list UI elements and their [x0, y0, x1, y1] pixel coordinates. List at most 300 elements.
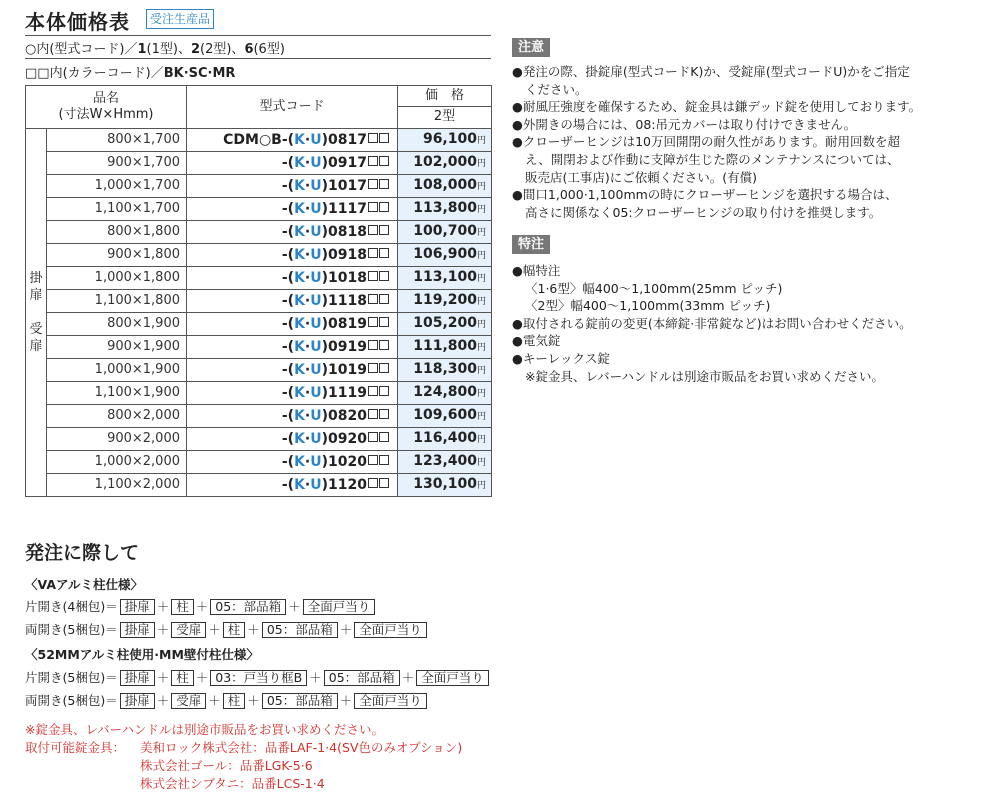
yen-unit: 円 — [476, 434, 486, 445]
code-u: U — [310, 292, 322, 309]
code-paren: ( — [287, 200, 295, 217]
plus-sign: ＋ — [208, 693, 221, 708]
order-part: 全面戸当り — [354, 622, 427, 638]
row-size: 1,100×2,000 — [47, 473, 187, 496]
note-line: 販売店(工事店)にご依頼ください。(有償) — [525, 169, 758, 185]
code-paren: ) — [321, 131, 329, 148]
code-prefix: - — [281, 154, 288, 171]
color-code-box — [379, 340, 389, 350]
code-dot: · — [304, 453, 311, 470]
code-number: 1119 — [328, 384, 367, 401]
row-model-code — [187, 404, 398, 427]
special-heading: 特注 — [512, 235, 550, 254]
note-line: ●耐風圧強度を確保するため、錠金具は鎌デッド錠を使用しております。 — [512, 99, 922, 115]
code-u: U — [310, 315, 322, 332]
code-u: U — [310, 200, 322, 217]
yen-unit: 円 — [476, 250, 486, 261]
color-code-line — [25, 62, 235, 81]
color-code-box — [368, 271, 378, 281]
row-model-code — [187, 128, 398, 151]
price-value: 124,800 — [413, 383, 477, 400]
code-k: K — [294, 246, 305, 263]
code-paren: ) — [321, 292, 329, 309]
code-dot: · — [304, 292, 311, 309]
info-bold: 6 — [244, 42, 254, 57]
row-size: 1,100×1,900 — [47, 381, 187, 404]
code-paren: ) — [321, 315, 329, 332]
code-u: U — [310, 223, 322, 240]
row-size: 900×1,700 — [47, 151, 187, 174]
code-paren: ) — [321, 407, 329, 424]
order-part: 柱 — [171, 670, 194, 686]
price-value: 109,600 — [413, 406, 477, 423]
code-paren: ) — [321, 269, 329, 286]
code-prefix: - — [281, 384, 288, 401]
code-prefix: - — [281, 361, 288, 378]
color-code-box — [379, 133, 389, 143]
code-paren: ( — [287, 292, 295, 309]
row-model-code — [187, 220, 398, 243]
order-part: 柱 — [223, 693, 246, 709]
order-part: 05：部品箱 — [210, 599, 286, 615]
table-row — [26, 151, 492, 174]
row-size: 900×2,000 — [47, 427, 187, 450]
row-size: 1,000×1,700 — [47, 174, 187, 197]
va-spec-title: 〈VAアルミ柱仕様〉 — [25, 577, 144, 592]
color-code-box — [368, 294, 378, 304]
color-code-box — [368, 386, 378, 396]
row-size: 1,000×1,800 — [47, 266, 187, 289]
code-u: U — [310, 407, 322, 424]
price-value: 113,100 — [413, 268, 477, 285]
row-size: 800×1,700 — [47, 128, 187, 151]
color-code-box — [379, 409, 389, 419]
order-part: 全面戸当り — [354, 693, 427, 709]
header-price: 価 格 — [398, 86, 492, 107]
color-code-box — [368, 133, 378, 143]
note-line: ●電気錠 — [512, 333, 561, 349]
row-model-code — [187, 335, 398, 358]
plus-sign: ＋ — [309, 670, 322, 685]
mm-single-row — [25, 668, 491, 686]
code-number: 0919 — [328, 338, 367, 355]
color-code-box — [379, 156, 389, 166]
code-number: 0920 — [328, 430, 367, 447]
plus-sign: ＋ — [195, 670, 209, 685]
group-char: 掛 — [29, 270, 43, 286]
page-title: 本体価格表 — [25, 10, 130, 34]
code-k: K — [294, 476, 305, 493]
code-paren: ) — [321, 476, 329, 493]
note-line: ●キーレックス錠 — [512, 350, 610, 366]
notes-list — [512, 63, 972, 221]
note-line: 高さに関係なく05:クローザーヒンジの取り付けを推奨します。 — [525, 204, 882, 220]
code-paren: ) — [321, 177, 329, 194]
code-u: U — [310, 154, 322, 171]
row-price — [398, 473, 492, 496]
code-prefix: CDM○B- — [223, 131, 288, 148]
yen-unit: 円 — [476, 411, 486, 422]
info-text: □□内(カラーコード)／ — [25, 66, 164, 81]
divider — [25, 35, 491, 36]
header-name: 品名 — [92, 90, 119, 106]
code-dot: · — [304, 269, 311, 286]
note-line: ●間口1,000·1,100mmの時にクローザーヒンジを選択する場合は、 — [512, 187, 898, 203]
code-prefix: - — [281, 407, 288, 424]
code-number: 0817 — [328, 131, 367, 148]
price-value: 130,100 — [413, 475, 477, 492]
table-row — [26, 335, 492, 358]
order-part: 掛扉 — [120, 670, 155, 686]
code-number: 0918 — [328, 246, 367, 263]
row-price — [398, 335, 492, 358]
code-dot: · — [304, 154, 311, 171]
code-dot: · — [304, 200, 311, 217]
price-value: 113,800 — [413, 199, 477, 216]
order-part: 05：部品箱 — [324, 670, 400, 686]
row-price — [398, 381, 492, 404]
mm-spec-title: 〈52MMアルミ柱使用·MM壁付柱仕様〉 — [25, 647, 259, 662]
order-part: 柱 — [171, 599, 194, 615]
price-value: 119,200 — [413, 291, 477, 308]
yen-unit: 円 — [476, 457, 486, 468]
row-price — [398, 450, 492, 473]
header-product — [26, 86, 187, 129]
code-paren: ( — [287, 177, 295, 194]
order-label: 両開き(5梱包)＝ — [25, 693, 118, 708]
code-paren: ( — [287, 384, 295, 401]
order-part: 全面戸当り — [303, 599, 376, 615]
code-number: 1018 — [328, 269, 367, 286]
color-code-box — [368, 340, 378, 350]
color-code-box — [368, 317, 378, 327]
plus-sign: ＋ — [195, 599, 209, 614]
code-u: U — [310, 338, 322, 355]
plus-sign: ＋ — [156, 599, 170, 614]
code-k: K — [294, 453, 305, 470]
row-price — [398, 128, 492, 151]
code-u: U — [310, 430, 322, 447]
code-paren: ( — [287, 453, 295, 470]
color-code-box — [379, 179, 389, 189]
note-line: え、開閉および作動に支障が生じた際のメンテナンスについては、 — [525, 151, 900, 167]
code-prefix: - — [281, 223, 288, 240]
code-number: 0917 — [328, 154, 367, 171]
code-dot: · — [304, 246, 311, 263]
code-prefix: - — [281, 292, 288, 309]
code-k: K — [294, 131, 305, 148]
plus-sign: ＋ — [288, 599, 301, 614]
row-model-code — [187, 174, 398, 197]
group-char: 受 — [29, 321, 43, 337]
code-dot: · — [304, 384, 311, 401]
code-paren: ) — [321, 453, 329, 470]
row-model-code — [187, 243, 398, 266]
row-model-code — [187, 312, 398, 335]
code-u: U — [310, 476, 322, 493]
row-size: 900×1,800 — [47, 243, 187, 266]
note-line: ●発注の際、掛錠扉(型式コードK)か、受錠扉(型式コードU)かをご指定 — [512, 64, 910, 79]
code-dot: · — [304, 407, 311, 424]
row-size: 800×2,000 — [47, 404, 187, 427]
order-part: 掛扉 — [120, 599, 155, 615]
row-model-code — [187, 427, 398, 450]
table-row — [26, 174, 492, 197]
order-label: 片開き(4梱包)＝ — [25, 599, 118, 614]
table-row — [26, 312, 492, 335]
price-value: 116,400 — [413, 429, 477, 446]
table-row — [26, 358, 492, 381]
table-row — [26, 243, 492, 266]
group-label — [26, 128, 47, 496]
yen-unit: 円 — [476, 227, 486, 238]
row-price — [398, 404, 492, 427]
price-value: 105,200 — [413, 314, 477, 331]
code-number: 1117 — [328, 200, 367, 217]
code-dot: · — [304, 430, 311, 447]
color-code-box — [379, 455, 389, 465]
yen-unit: 円 — [476, 273, 486, 284]
price-value: 100,700 — [413, 222, 477, 239]
color-code-box — [379, 363, 389, 373]
note-line: ●クローザーヒンジは10万回開閉の耐久性があります。耐用回数を超 — [512, 134, 901, 150]
code-number: 1120 — [328, 476, 367, 493]
yen-unit: 円 — [476, 319, 486, 330]
yen-unit: 円 — [476, 388, 486, 399]
va-double-row — [25, 620, 429, 638]
code-paren: ( — [287, 246, 295, 263]
code-prefix: - — [281, 430, 288, 447]
table-row — [26, 427, 492, 450]
code-number: 0820 — [328, 407, 367, 424]
row-model-code — [187, 450, 398, 473]
note-line: ※錠金具、レバーハンドルは別途市販品をお買い求めください。 — [525, 368, 884, 384]
code-k: K — [294, 154, 305, 171]
color-code-box — [368, 179, 378, 189]
code-k: K — [294, 338, 305, 355]
row-model-code — [187, 151, 398, 174]
code-k: K — [294, 292, 305, 309]
header-type: 2型 — [398, 107, 492, 129]
row-price — [398, 197, 492, 220]
table-row — [26, 289, 492, 312]
yen-unit: 円 — [476, 181, 486, 192]
color-code-box — [368, 478, 378, 488]
code-dot: · — [304, 177, 311, 194]
code-k: K — [294, 269, 305, 286]
code-u: U — [310, 384, 322, 401]
code-k: K — [294, 177, 305, 194]
code-k: K — [294, 407, 305, 424]
color-code-box — [379, 225, 389, 235]
lock-item-2: 株式会社ゴール：品番LGK-5·6 — [140, 758, 313, 773]
order-part: 掛扉 — [120, 622, 155, 638]
row-model-code — [187, 358, 398, 381]
yen-unit: 円 — [476, 158, 486, 169]
color-code-box — [368, 202, 378, 212]
table-row — [26, 128, 492, 151]
color-code-box — [368, 156, 378, 166]
code-prefix: - — [281, 315, 288, 332]
code-prefix: - — [281, 246, 288, 263]
plus-sign: ＋ — [208, 622, 221, 637]
code-number: 0818 — [328, 223, 367, 240]
code-prefix: - — [281, 177, 288, 194]
price-value: 118,300 — [413, 360, 477, 377]
code-paren: ) — [321, 154, 329, 171]
order-part: 05：部品箱 — [262, 693, 338, 709]
header-size: (寸法W×Hmm) — [58, 106, 154, 122]
code-dot: · — [304, 315, 311, 332]
code-paren: ) — [321, 384, 329, 401]
plus-sign: ＋ — [339, 622, 353, 637]
code-paren: ( — [287, 338, 295, 355]
yen-unit: 円 — [476, 342, 486, 353]
row-model-code — [187, 381, 398, 404]
row-size: 1,100×1,700 — [47, 197, 187, 220]
group-char: 扉 — [29, 338, 43, 354]
yen-unit: 円 — [476, 135, 486, 146]
code-k: K — [294, 315, 305, 332]
order-label: 片開き(5梱包)＝ — [25, 670, 118, 685]
code-dot: · — [304, 223, 311, 240]
group-char: 扉 — [29, 287, 43, 303]
note-line: ●幅特注 — [512, 263, 561, 278]
code-prefix: - — [281, 200, 288, 217]
code-dot: · — [304, 361, 311, 378]
code-paren: ( — [287, 223, 295, 240]
code-paren: ( — [287, 131, 295, 148]
code-prefix: - — [281, 338, 288, 355]
code-k: K — [294, 361, 305, 378]
row-model-code — [187, 473, 398, 496]
code-u: U — [310, 131, 322, 148]
color-code-box — [379, 202, 389, 212]
order-label: 両開き(5梱包)＝ — [25, 622, 118, 637]
price-value: 102,000 — [413, 153, 477, 170]
code-k: K — [294, 223, 305, 240]
price-value: 111,800 — [413, 337, 477, 354]
row-price — [398, 220, 492, 243]
code-paren: ( — [287, 269, 295, 286]
yen-unit: 円 — [476, 365, 486, 376]
va-single-row — [25, 597, 377, 615]
mm-double-row — [25, 691, 429, 709]
row-price — [398, 174, 492, 197]
model-code-line — [25, 38, 285, 57]
code-u: U — [310, 361, 322, 378]
color-code-box — [368, 455, 378, 465]
color-code-box — [379, 317, 389, 327]
table-row — [26, 404, 492, 427]
row-model-code — [187, 266, 398, 289]
row-size: 900×1,900 — [47, 335, 187, 358]
row-size: 800×1,800 — [47, 220, 187, 243]
table-row — [26, 450, 492, 473]
order-part: 全面戸当り — [416, 670, 489, 686]
row-price — [398, 243, 492, 266]
note-line: ●取付される錠前の変更(本締錠·非常錠など)はお問い合わせください。 — [512, 315, 912, 331]
code-number: 1019 — [328, 361, 367, 378]
plus-sign: ＋ — [156, 670, 170, 685]
yen-unit: 円 — [476, 204, 486, 215]
info-bold: 2 — [190, 42, 201, 57]
note-line: ください。 — [525, 81, 588, 97]
lock-purchase-note: ※錠金具、レバーハンドルは別途市販品をお買い求めください。 — [25, 722, 384, 737]
color-code-box — [368, 432, 378, 442]
code-paren: ) — [321, 223, 329, 240]
special-order-list — [512, 262, 972, 385]
code-number: 1118 — [328, 292, 367, 309]
table-row — [26, 266, 492, 289]
yen-unit: 円 — [476, 480, 486, 491]
note-line: 〈1·6型〉幅400～1,100mm(25mm ピッチ) — [525, 280, 783, 296]
row-model-code — [187, 197, 398, 220]
price-value: 106,900 — [413, 245, 477, 262]
order-part: 05：部品箱 — [262, 622, 338, 638]
code-prefix: - — [281, 269, 288, 286]
code-paren: ( — [287, 154, 295, 171]
table-row — [26, 197, 492, 220]
info-text: (2型)、 — [200, 42, 245, 57]
order-part: 掛扉 — [120, 693, 155, 709]
plus-sign: ＋ — [339, 693, 353, 708]
info-text: ○内(型式コード)／ — [25, 42, 138, 57]
color-code-box — [379, 271, 389, 281]
row-size: 1,000×2,000 — [47, 450, 187, 473]
lock-item-3: 株式会社シブタニ：品番LCS-1·4 — [140, 776, 325, 791]
code-paren: ( — [287, 407, 295, 424]
order-part: 03：戸当り框B — [210, 670, 307, 686]
info-bold: BK·SC·MR — [163, 66, 236, 81]
code-paren: ( — [287, 315, 295, 332]
code-k: K — [294, 430, 305, 447]
code-u: U — [310, 269, 322, 286]
code-k: K — [294, 384, 305, 401]
row-price — [398, 151, 492, 174]
order-part: 受扉 — [171, 693, 206, 709]
color-code-box — [368, 363, 378, 373]
made-to-order-badge: 受注生産品 — [146, 9, 214, 29]
header-code: 型式コード — [187, 86, 398, 129]
code-paren: ) — [321, 338, 329, 355]
row-price — [398, 427, 492, 450]
color-code-box — [368, 248, 378, 258]
code-dot: · — [304, 476, 311, 493]
row-price — [398, 289, 492, 312]
color-code-box — [368, 409, 378, 419]
row-price — [398, 358, 492, 381]
plus-sign: ＋ — [401, 670, 415, 685]
code-paren: ) — [321, 430, 329, 447]
color-code-box — [368, 225, 378, 235]
code-paren: ) — [321, 361, 329, 378]
code-u: U — [310, 246, 322, 263]
code-prefix: - — [281, 453, 288, 470]
notes-heading: 注意 — [512, 38, 550, 57]
code-paren: ) — [321, 200, 329, 217]
info-text: (6型) — [253, 42, 285, 57]
code-number: 1020 — [328, 453, 367, 470]
code-paren: ( — [287, 476, 295, 493]
info-bold: 1 — [137, 42, 147, 57]
color-code-box — [379, 294, 389, 304]
plus-sign: ＋ — [156, 622, 170, 637]
code-prefix: - — [281, 476, 288, 493]
order-part: 柱 — [223, 622, 246, 638]
order-part: 受扉 — [171, 622, 206, 638]
code-u: U — [310, 453, 322, 470]
